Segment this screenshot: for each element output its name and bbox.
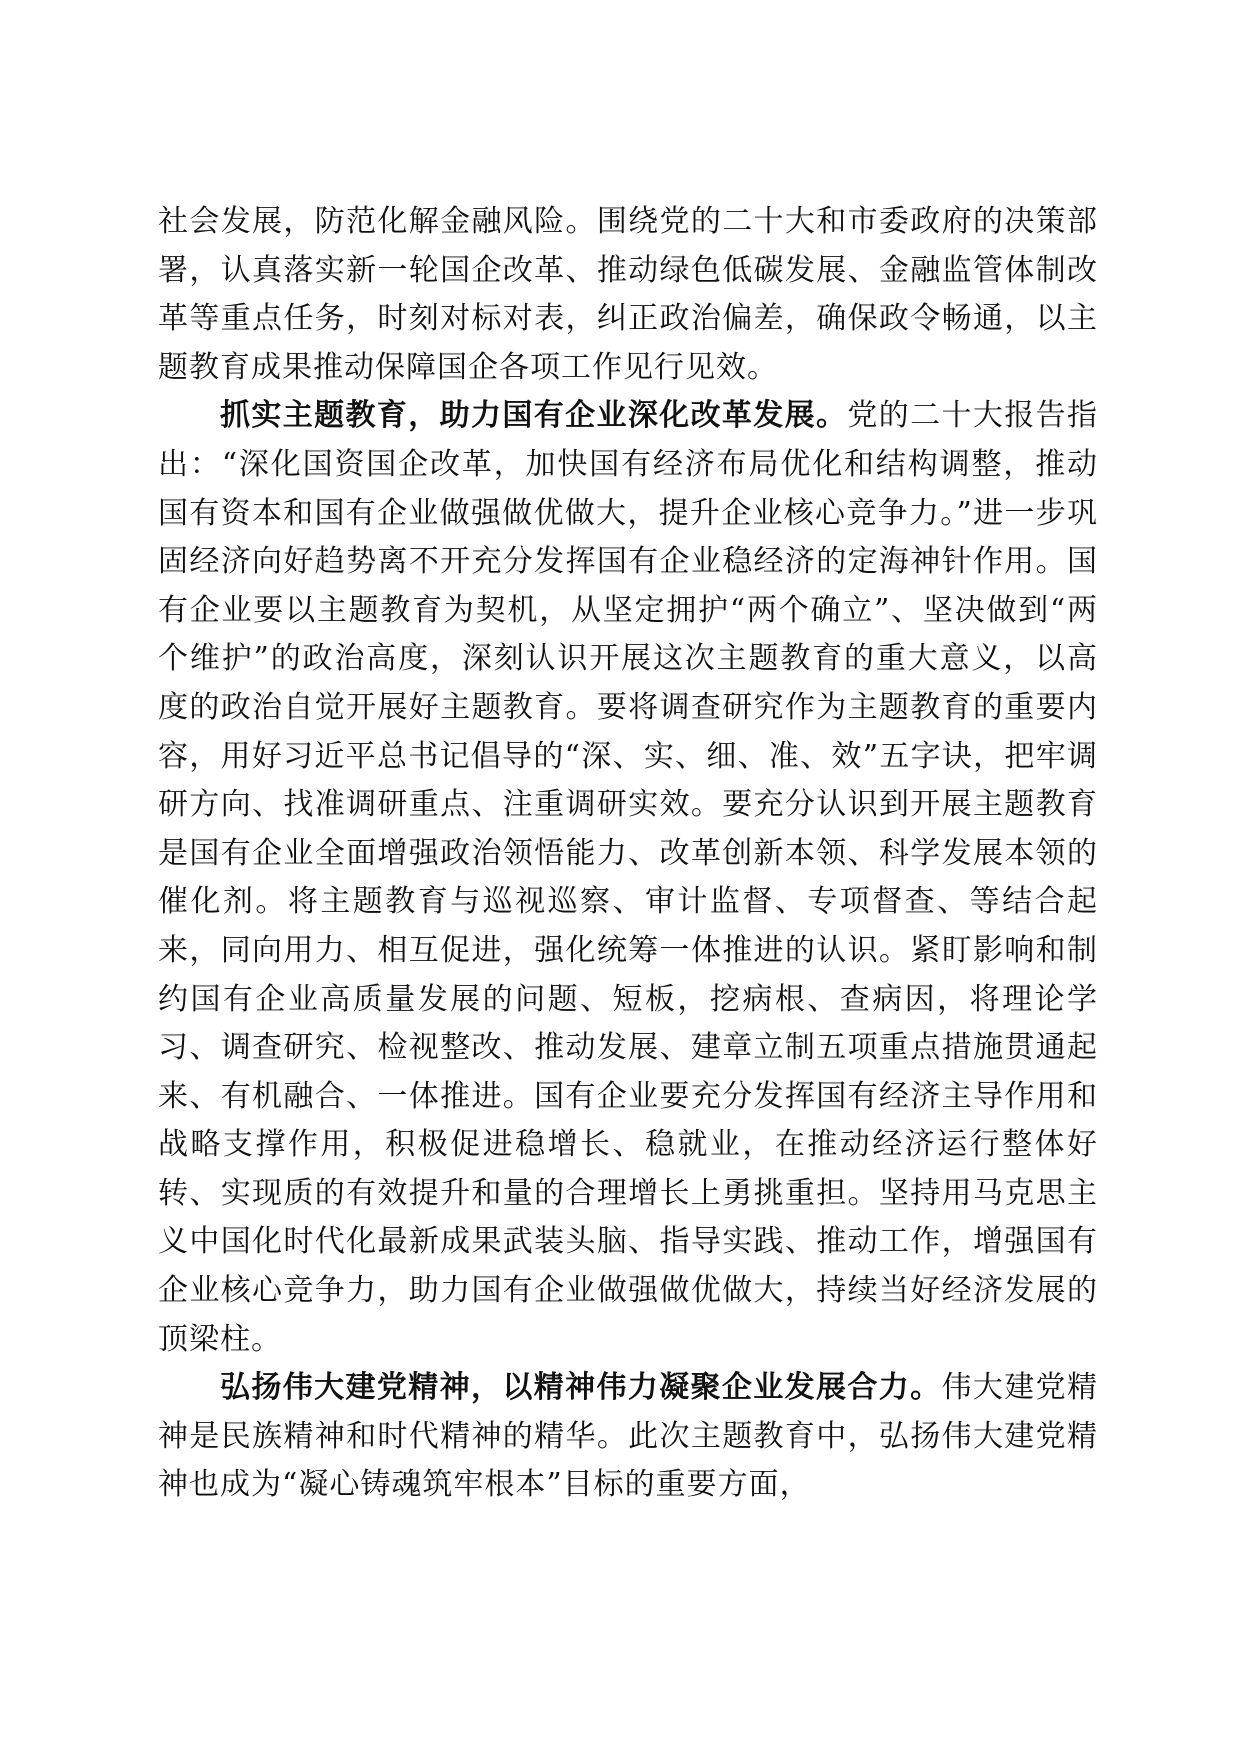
- paragraph-party-spirit: [158, 1364, 1098, 1510]
- document-body: [158, 198, 1098, 1510]
- paragraph-text: 社会发展，防范化解金融风险。围绕党的二十大和市委政府的决策部署，认真落实新一轮国企改革、推动绿色低碳发展、金融监管体制改革等重点任务，时刻对标对表，纠正政治偏差，确保政令畅通，以主题教育成果推动保障国企各项工作见行见效。: [158, 204, 1098, 385]
- paragraph-heading: 弘扬伟大建党精神，以精神伟力凝聚企业发展合力。: [220, 1370, 942, 1406]
- paragraph-text: 党的二十大报告指出：“深化国资国企改革，加快国有经济布局优化和结构调整，推动国有资本和国有企业做强做优做大，提升企业核心竞争力。”进一步巩固经济向好趋势离不开充分发挥国有企业稳经济的定海神针作用。国有企业要以主题教育为契机，从坚定拥护“两个确立”、坚决做到“两个维护”的政治高度，深刻认识开展这次主题教育的重大意义，以高度的政治自觉开展好主题教育。要将调查研究作为主题教育的重要内容，用好习近平总书记倡导的“深、实、细、准、效”五字诀，把牢调研方向、找准调研重点、注重调研实效。要充分认识到开展主题教育是国有企业全面增强政治领悟能力、改革创新本领、科学发展本领的催化剂。将主题教育与巡视巡察、审计监督、专项督查、等结合起来，同向用力、相互促进，强化统筹一体推进的认识。紧盯影响和制约国有企业高质量发展的问题、短板，挖病根、查病因，将理论学习、调查研究、检视整改、推动发展、建章立制五项重点措施贯通起来、有机融合、一体推进。国有企业要充分发挥国有经济主导作用和战略支撑作用，积极促进稳增长、稳就业，在推动经济运行整体好转、实现质的有效提升和量的合理增长上勇挑重担。坚持用马克思主义中国化时代化最新成果武装头脑、指导实践、推动工作，增强国有企业核心竞争力，助力国有企业做强做优做大，持续当好经济发展的顶梁柱。: [158, 398, 1099, 1357]
- paragraph-deepen-reform: [158, 392, 1098, 1364]
- paragraph-text: 伟大建党精神是民族精神和时代精神的精华。此次主题教育中，弘扬伟大建党精神也成为“凝心铸魂筑牢根本”目标的重要方面，: [158, 1370, 1099, 1503]
- paragraph-heading: 抓实主题教育，助力国有企业深化改革发展。: [220, 398, 848, 434]
- paragraph-continuation: [158, 198, 1098, 392]
